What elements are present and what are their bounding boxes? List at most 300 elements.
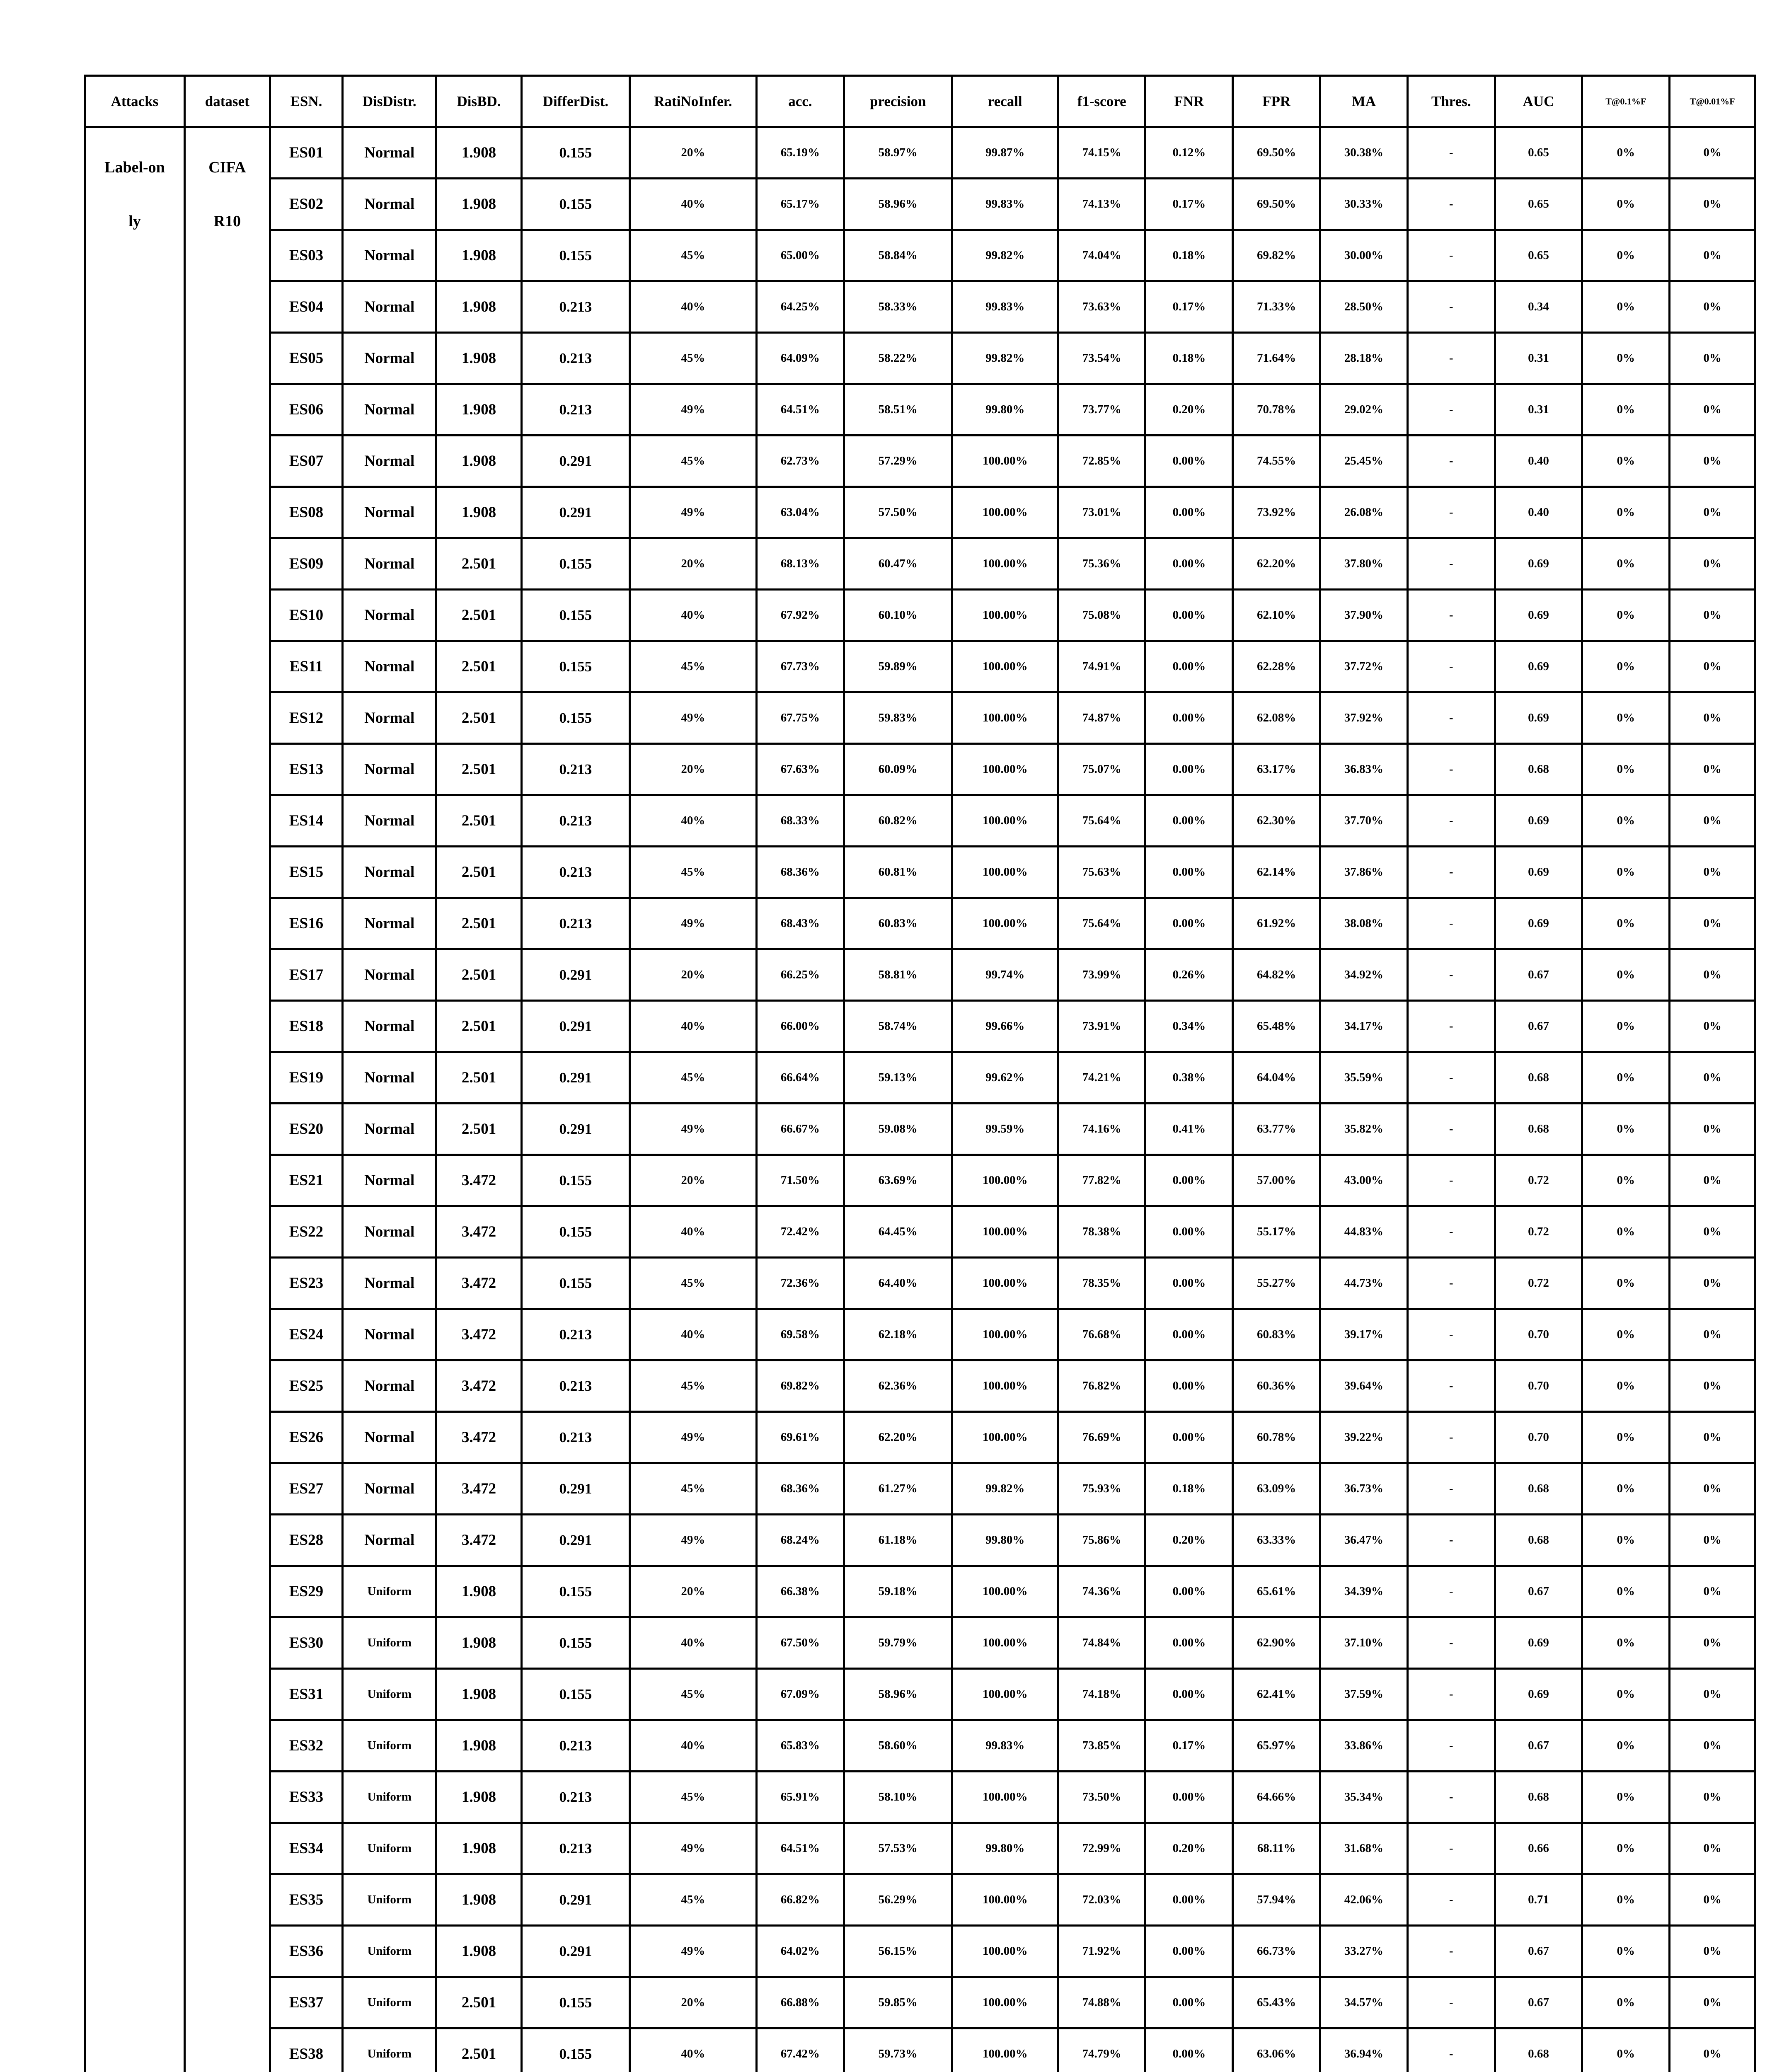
column-header: FNR: [1145, 76, 1233, 127]
table-cell: 0%: [1670, 1926, 1755, 1977]
table-cell: 0.18%: [1145, 1463, 1233, 1515]
table-cell: 44.73%: [1320, 1258, 1408, 1309]
table-cell: -: [1407, 1977, 1495, 2028]
table-cell: 1.908: [436, 384, 522, 436]
table-cell: 20%: [629, 1155, 756, 1206]
table-cell: 72.99%: [1058, 1823, 1145, 1874]
table-cell: 0.00%: [1145, 1206, 1233, 1258]
table-cell: 99.80%: [952, 1515, 1058, 1566]
table-cell: ES35: [270, 1874, 343, 1926]
table-cell: 40%: [629, 1617, 756, 1669]
table-cell: 68.33%: [756, 795, 844, 847]
table-cell: 45%: [629, 1463, 756, 1515]
table-cell: 0%: [1582, 1309, 1670, 1360]
table-cell: 0.31: [1495, 384, 1582, 436]
column-header: Attacks: [85, 76, 185, 127]
table-row: [85, 1206, 1755, 1258]
table-cell: 69.50%: [1233, 127, 1320, 179]
table-cell: 99.62%: [952, 1052, 1058, 1104]
table-cell: -: [1407, 1669, 1495, 1720]
table-cell: -: [1407, 1566, 1495, 1617]
table-cell: 100.00%: [952, 590, 1058, 641]
table-cell: 64.45%: [844, 1206, 952, 1258]
table-cell: Normal: [343, 538, 436, 590]
table-row: [85, 1155, 1755, 1206]
table-cell: 0%: [1670, 1412, 1755, 1463]
table-cell: 30.00%: [1320, 230, 1408, 281]
table-cell: 0%: [1582, 1977, 1670, 2028]
column-header: RatiNoInfer.: [629, 76, 756, 127]
table-cell: 74.13%: [1058, 179, 1145, 230]
table-cell: 100.00%: [952, 1772, 1058, 1823]
table-cell: 0%: [1670, 1206, 1755, 1258]
table-cell: 67.09%: [756, 1669, 844, 1720]
table-cell: 20%: [629, 1977, 756, 2028]
table-cell: 0.34%: [1145, 1001, 1233, 1052]
table-row: [85, 641, 1755, 692]
table-cell: 3.472: [436, 1463, 522, 1515]
table-cell: ES23: [270, 1258, 343, 1309]
table-cell: 0%: [1582, 1823, 1670, 1874]
table-cell: Normal: [343, 436, 436, 487]
table-cell: 64.51%: [756, 384, 844, 436]
table-cell: 60.36%: [1233, 1360, 1320, 1412]
table-cell: 0%: [1670, 1463, 1755, 1515]
table-cell: 0.68: [1495, 2028, 1582, 2072]
table-cell: 0.41%: [1145, 1104, 1233, 1155]
table-cell: 1.908: [436, 1617, 522, 1669]
table-cell: ES27: [270, 1463, 343, 1515]
table-row: [85, 538, 1755, 590]
table-cell: 1.908: [436, 281, 522, 333]
table-cell: 0.00%: [1145, 795, 1233, 847]
table-cell: -: [1407, 898, 1495, 949]
column-header: Thres.: [1407, 76, 1495, 127]
table-cell: 100.00%: [952, 1926, 1058, 1977]
table-cell: 36.83%: [1320, 744, 1408, 795]
table-cell: 77.82%: [1058, 1155, 1145, 1206]
table-cell: Normal: [343, 1258, 436, 1309]
table-cell: 0.291: [521, 1052, 629, 1104]
table-cell: 49%: [629, 1412, 756, 1463]
table-cell: -: [1407, 949, 1495, 1001]
table-cell: 0%: [1670, 1874, 1755, 1926]
table-cell: 29.02%: [1320, 384, 1408, 436]
table-cell: 64.51%: [756, 1823, 844, 1874]
table-row: [85, 384, 1755, 436]
column-header: FPR: [1233, 76, 1320, 127]
table-cell: 0%: [1670, 1617, 1755, 1669]
table-cell: ES04: [270, 281, 343, 333]
table-cell: 61.92%: [1233, 898, 1320, 949]
table-cell: 68.24%: [756, 1515, 844, 1566]
table-cell: 78.38%: [1058, 1206, 1145, 1258]
table-cell: 2.501: [436, 590, 522, 641]
table-cell: -: [1407, 590, 1495, 641]
header-row: [85, 76, 1755, 127]
table-row: [85, 487, 1755, 538]
table-cell: 57.50%: [844, 487, 952, 538]
table-cell: 40%: [629, 179, 756, 230]
table-cell: 0%: [1670, 1155, 1755, 1206]
table-cell: -: [1407, 1617, 1495, 1669]
table-cell: 62.08%: [1233, 692, 1320, 744]
table-cell: 0.18%: [1145, 333, 1233, 384]
table-cell: 75.08%: [1058, 590, 1145, 641]
table-cell: 0.213: [521, 1823, 629, 1874]
table-cell: 67.75%: [756, 692, 844, 744]
table-cell: Normal: [343, 384, 436, 436]
table-row: [85, 898, 1755, 949]
table-cell: 56.29%: [844, 1874, 952, 1926]
table-cell: 0.71: [1495, 1874, 1582, 1926]
dataset-cell: [184, 127, 270, 2072]
table-cell: 0.291: [521, 1001, 629, 1052]
table-cell: 0%: [1582, 1566, 1670, 1617]
table-cell: 37.92%: [1320, 692, 1408, 744]
table-cell: 0%: [1582, 230, 1670, 281]
table-cell: 31.68%: [1320, 1823, 1408, 1874]
table-cell: 62.30%: [1233, 795, 1320, 847]
table-cell: Normal: [343, 1206, 436, 1258]
table-cell: Uniform: [343, 1772, 436, 1823]
table-cell: 40%: [629, 1206, 756, 1258]
table-cell: -: [1407, 1772, 1495, 1823]
table-cell: 37.59%: [1320, 1669, 1408, 1720]
table-cell: ES30: [270, 1617, 343, 1669]
table-cell: 0.00%: [1145, 1566, 1233, 1617]
table-cell: Normal: [343, 847, 436, 898]
table-cell: 63.69%: [844, 1155, 952, 1206]
table-cell: 45%: [629, 1669, 756, 1720]
table-cell: 0%: [1670, 127, 1755, 179]
table-cell: 0%: [1582, 2028, 1670, 2072]
table-cell: Normal: [343, 590, 436, 641]
table-cell: 0%: [1670, 949, 1755, 1001]
table-cell: 2.501: [436, 2028, 522, 2072]
table-cell: 0%: [1582, 1001, 1670, 1052]
table-cell: 71.92%: [1058, 1926, 1145, 1977]
table-cell: -: [1407, 1463, 1495, 1515]
table-cell: 99.82%: [952, 1463, 1058, 1515]
table-cell: 0.70: [1495, 1309, 1582, 1360]
column-header: recall: [952, 76, 1058, 127]
table-cell: 0.155: [521, 590, 629, 641]
table-cell: 74.87%: [1058, 692, 1145, 744]
table-cell: 0.40: [1495, 436, 1582, 487]
table-cell: -: [1407, 1309, 1495, 1360]
table-cell: 0.155: [521, 1566, 629, 1617]
table-cell: 35.34%: [1320, 1772, 1408, 1823]
table-cell: 73.92%: [1233, 487, 1320, 538]
table-cell: 0.213: [521, 898, 629, 949]
table-cell: 73.50%: [1058, 1772, 1145, 1823]
table-cell: 60.82%: [844, 795, 952, 847]
table-cell: 66.38%: [756, 1566, 844, 1617]
table-cell: ES31: [270, 1669, 343, 1720]
table-cell: 58.22%: [844, 333, 952, 384]
table-cell: 1.908: [436, 179, 522, 230]
table-cell: 39.22%: [1320, 1412, 1408, 1463]
table-cell: 63.04%: [756, 487, 844, 538]
table-cell: 75.86%: [1058, 1515, 1145, 1566]
table-cell: 0.67: [1495, 949, 1582, 1001]
table-cell: 2.501: [436, 1104, 522, 1155]
table-cell: 64.04%: [1233, 1052, 1320, 1104]
table-cell: 63.77%: [1233, 1104, 1320, 1155]
table-cell: 0.40: [1495, 487, 1582, 538]
table-cell: 65.00%: [756, 230, 844, 281]
table-cell: 0%: [1582, 1104, 1670, 1155]
table-cell: ES14: [270, 795, 343, 847]
table-cell: 59.85%: [844, 1977, 952, 2028]
table-cell: ES28: [270, 1515, 343, 1566]
table-cell: ES11: [270, 641, 343, 692]
table-cell: 0%: [1582, 333, 1670, 384]
table-cell: 0.00%: [1145, 1669, 1233, 1720]
table-cell: 65.17%: [756, 179, 844, 230]
dataset-line: R10: [213, 213, 241, 230]
table-cell: 0.00%: [1145, 487, 1233, 538]
table-cell: 2.501: [436, 898, 522, 949]
table-cell: 72.42%: [756, 1206, 844, 1258]
table-cell: 0.69: [1495, 898, 1582, 949]
table-cell: 62.28%: [1233, 641, 1320, 692]
table-cell: 0.00%: [1145, 1772, 1233, 1823]
table-cell: 68.11%: [1233, 1823, 1320, 1874]
table-cell: 0.291: [521, 1926, 629, 1977]
table-cell: -: [1407, 1360, 1495, 1412]
table-cell: 70.78%: [1233, 384, 1320, 436]
table-cell: ES01: [270, 127, 343, 179]
table-cell: 74.91%: [1058, 641, 1145, 692]
table-cell: 0%: [1582, 898, 1670, 949]
table-cell: 36.47%: [1320, 1515, 1408, 1566]
table-cell: 0%: [1582, 1206, 1670, 1258]
table-cell: Normal: [343, 1515, 436, 1566]
table-cell: 63.17%: [1233, 744, 1320, 795]
table-cell: 0.69: [1495, 1617, 1582, 1669]
table-cell: 0%: [1582, 641, 1670, 692]
table-cell: Normal: [343, 1104, 436, 1155]
table-cell: 1.908: [436, 1926, 522, 1977]
table-cell: ES07: [270, 436, 343, 487]
table-cell: 0%: [1670, 692, 1755, 744]
table-cell: 0%: [1582, 847, 1670, 898]
table-cell: 64.09%: [756, 333, 844, 384]
table-cell: 59.08%: [844, 1104, 952, 1155]
table-cell: 0%: [1670, 1258, 1755, 1309]
table-cell: ES22: [270, 1206, 343, 1258]
table-cell: ES02: [270, 179, 343, 230]
table-cell: 74.16%: [1058, 1104, 1145, 1155]
table-cell: 99.83%: [952, 179, 1058, 230]
table-cell: 1.908: [436, 1874, 522, 1926]
table-cell: 66.67%: [756, 1104, 844, 1155]
table-cell: 58.84%: [844, 230, 952, 281]
table-row: [85, 436, 1755, 487]
table-cell: 0%: [1670, 1823, 1755, 1874]
table-cell: 0.155: [521, 1206, 629, 1258]
table-cell: 40%: [629, 590, 756, 641]
table-cell: ES24: [270, 1309, 343, 1360]
table-cell: 0.155: [521, 1669, 629, 1720]
table-cell: 100.00%: [952, 1206, 1058, 1258]
table-cell: ES37: [270, 1977, 343, 2028]
table-cell: Uniform: [343, 2028, 436, 2072]
table-cell: 49%: [629, 1926, 756, 1977]
table-cell: 0%: [1670, 333, 1755, 384]
table-cell: 100.00%: [952, 436, 1058, 487]
column-header: ESN.: [270, 76, 343, 127]
table-cell: Normal: [343, 641, 436, 692]
table-cell: 99.59%: [952, 1104, 1058, 1155]
table-cell: 0.67: [1495, 1977, 1582, 2028]
table-cell: 76.69%: [1058, 1412, 1145, 1463]
table-cell: 57.94%: [1233, 1874, 1320, 1926]
table-cell: 99.82%: [952, 333, 1058, 384]
table-cell: ES09: [270, 538, 343, 590]
table-cell: 0%: [1582, 590, 1670, 641]
table-cell: 0.00%: [1145, 538, 1233, 590]
table-cell: 0.155: [521, 1258, 629, 1309]
table-cell: 73.99%: [1058, 949, 1145, 1001]
table-cell: 71.64%: [1233, 333, 1320, 384]
table-cell: 66.88%: [756, 1977, 844, 2028]
table-cell: 0.70: [1495, 1412, 1582, 1463]
table-cell: 0%: [1582, 692, 1670, 744]
table-row: [85, 1566, 1755, 1617]
table-cell: -: [1407, 1052, 1495, 1104]
table-cell: 34.17%: [1320, 1001, 1408, 1052]
table-cell: 0%: [1582, 538, 1670, 590]
table-cell: 100.00%: [952, 1155, 1058, 1206]
table-cell: 0.00%: [1145, 1155, 1233, 1206]
table-cell: 2.501: [436, 1001, 522, 1052]
table-cell: 99.83%: [952, 281, 1058, 333]
table-cell: 100.00%: [952, 847, 1058, 898]
table-cell: 25.45%: [1320, 436, 1408, 487]
table-cell: 68.13%: [756, 538, 844, 590]
table-cell: 100.00%: [952, 744, 1058, 795]
table-cell: 68.36%: [756, 1463, 844, 1515]
table-cell: 0.155: [521, 2028, 629, 2072]
table-cell: 100.00%: [952, 2028, 1058, 2072]
table-cell: 39.64%: [1320, 1360, 1408, 1412]
table-cell: 0%: [1582, 1874, 1670, 1926]
table-cell: 28.50%: [1320, 281, 1408, 333]
table-cell: ES21: [270, 1155, 343, 1206]
table-cell: 73.85%: [1058, 1720, 1145, 1772]
attacks-line: Label-on: [104, 159, 165, 176]
table-cell: 0.67: [1495, 1566, 1582, 1617]
table-row: [85, 1515, 1755, 1566]
table-cell: Uniform: [343, 1566, 436, 1617]
table-cell: 20%: [629, 127, 756, 179]
table-cell: 0%: [1670, 487, 1755, 538]
table-cell: ES12: [270, 692, 343, 744]
table-cell: 60.78%: [1233, 1412, 1320, 1463]
table-cell: 73.01%: [1058, 487, 1145, 538]
table-cell: 0.69: [1495, 1669, 1582, 1720]
table-cell: 35.59%: [1320, 1052, 1408, 1104]
table-cell: 45%: [629, 847, 756, 898]
table-cell: 65.61%: [1233, 1566, 1320, 1617]
table-cell: 58.97%: [844, 127, 952, 179]
column-header: DifferDist.: [521, 76, 629, 127]
table-cell: ES20: [270, 1104, 343, 1155]
table-cell: 100.00%: [952, 1258, 1058, 1309]
table-cell: 0.18%: [1145, 230, 1233, 281]
table-cell: -: [1407, 1001, 1495, 1052]
table-cell: 0.17%: [1145, 281, 1233, 333]
table-cell: 99.66%: [952, 1001, 1058, 1052]
table-cell: 58.51%: [844, 384, 952, 436]
table-cell: 60.83%: [1233, 1309, 1320, 1360]
table-cell: 2.501: [436, 1052, 522, 1104]
table-cell: 57.53%: [844, 1823, 952, 1874]
table-cell: 0%: [1582, 1720, 1670, 1772]
table-cell: 0%: [1670, 281, 1755, 333]
table-cell: 0.20%: [1145, 1515, 1233, 1566]
table-cell: 0%: [1670, 795, 1755, 847]
table-cell: 0.20%: [1145, 1823, 1233, 1874]
table-row: [85, 1720, 1755, 1772]
table-row: [85, 1309, 1755, 1360]
table-cell: 40%: [629, 1309, 756, 1360]
table-cell: 0.155: [521, 692, 629, 744]
table-cell: 0%: [1670, 1515, 1755, 1566]
column-header: T@0.01%F: [1670, 76, 1755, 127]
table-cell: 72.36%: [756, 1258, 844, 1309]
table-cell: 0%: [1670, 1566, 1755, 1617]
table-cell: 100.00%: [952, 1617, 1058, 1669]
table-cell: 37.90%: [1320, 590, 1408, 641]
table-cell: ES36: [270, 1926, 343, 1977]
table-cell: 0.17%: [1145, 179, 1233, 230]
table-cell: 0%: [1670, 847, 1755, 898]
table-cell: -: [1407, 1720, 1495, 1772]
table-cell: 1.908: [436, 1566, 522, 1617]
table-cell: 0%: [1670, 1104, 1755, 1155]
table-cell: 45%: [629, 1258, 756, 1309]
table-cell: 34.57%: [1320, 1977, 1408, 2028]
column-header: DisDistr.: [343, 76, 436, 127]
table-cell: 69.50%: [1233, 179, 1320, 230]
table-cell: 0.155: [521, 179, 629, 230]
table-cell: 0.00%: [1145, 1874, 1233, 1926]
table-cell: 0.69: [1495, 590, 1582, 641]
table-cell: 0.213: [521, 795, 629, 847]
table-cell: 100.00%: [952, 1412, 1058, 1463]
table-cell: 3.472: [436, 1360, 522, 1412]
table-cell: 0.00%: [1145, 2028, 1233, 2072]
table-cell: 99.82%: [952, 230, 1058, 281]
table-cell: Normal: [343, 949, 436, 1001]
table-cell: ES03: [270, 230, 343, 281]
table-row: [85, 179, 1755, 230]
table-cell: 45%: [629, 1772, 756, 1823]
table-cell: 0.38%: [1145, 1052, 1233, 1104]
table-cell: Normal: [343, 1463, 436, 1515]
table-cell: -: [1407, 384, 1495, 436]
table-cell: 100.00%: [952, 641, 1058, 692]
table-cell: 0%: [1670, 1001, 1755, 1052]
table-cell: -: [1407, 1258, 1495, 1309]
table-row: [85, 1104, 1755, 1155]
table-cell: 0%: [1582, 795, 1670, 847]
table-cell: 0%: [1670, 230, 1755, 281]
